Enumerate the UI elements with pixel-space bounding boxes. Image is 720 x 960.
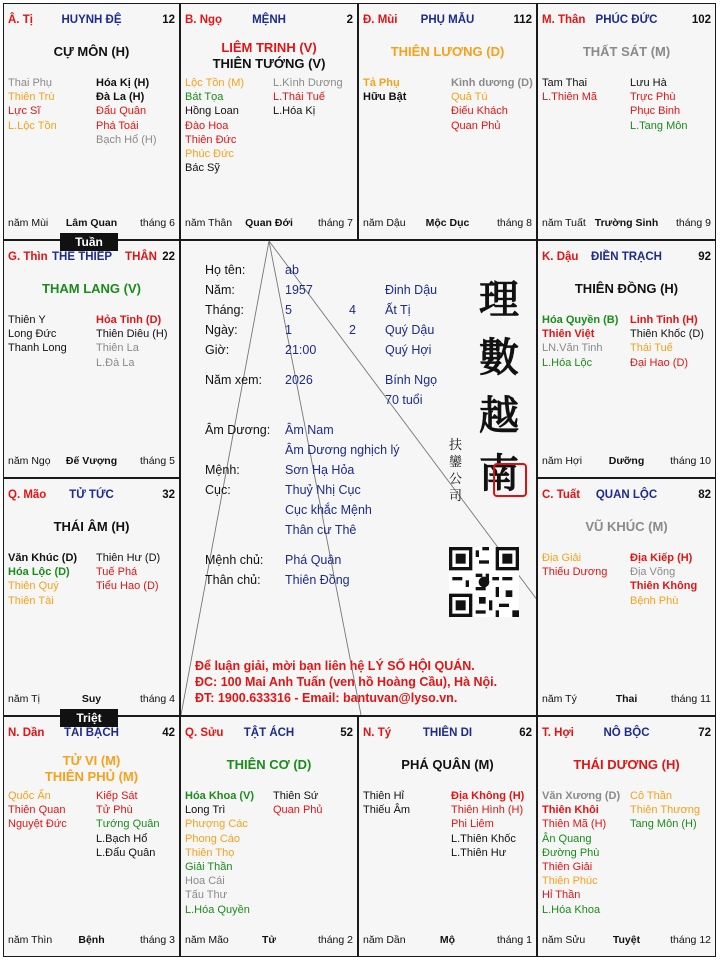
palace-number: 22 [162, 251, 175, 263]
palace-name: ĐIỀN TRẠCH [591, 251, 662, 263]
than-chu-value: Thiên Đồng [285, 573, 350, 587]
minor-star: L.Thiên Hư [451, 846, 507, 859]
age-value: 70 tuổi [385, 393, 423, 407]
star-column-right [630, 789, 700, 832]
minor-star: Hóa Quyền (B) [542, 314, 619, 326]
minor-star: Đường Phù [542, 846, 600, 859]
palace-dan[interactable] [3, 716, 180, 957]
hour-label: Giờ: [205, 343, 230, 357]
menh-chu-label: Mệnh chủ: [205, 553, 264, 567]
minor-star: Kình dương (D) [451, 77, 533, 89]
palace-number: 72 [698, 727, 711, 739]
minor-star: Long Đức [8, 328, 57, 341]
minor-star: Hóa Kị (H) [96, 77, 150, 89]
red-stamp [493, 463, 527, 497]
hour-value: 21:00 [285, 343, 317, 357]
star-column-left [8, 789, 67, 832]
minor-star: L.Kình Dương [273, 77, 343, 89]
month-label: Tháng: [205, 303, 244, 317]
minor-star: Đẩu Quân [96, 105, 147, 118]
minor-star: Tử Phù [96, 804, 133, 817]
palace-suu[interactable] [180, 716, 358, 957]
minor-star: Thai Phụ [8, 77, 53, 89]
palace-mui[interactable] [358, 3, 537, 240]
star-column-left [8, 76, 57, 133]
palace-name: NÔ BỘC [603, 727, 650, 739]
minor-star: Bác Sỹ [185, 162, 220, 175]
minor-star: Thanh Long [8, 342, 67, 355]
star-column-right [96, 76, 157, 147]
menh-label: Mệnh: [205, 463, 240, 477]
palace-name: QUAN LỘC [595, 489, 658, 501]
palace-month: tháng 12 [670, 934, 711, 946]
palace-footer [8, 217, 175, 231]
main-star: THẤT SÁT (M) [582, 44, 671, 59]
minor-star: Đào Hoa [185, 119, 229, 132]
palace-footer [8, 693, 175, 707]
cuc-note: Cục khắc Mệnh [285, 503, 372, 517]
minor-star: Cô Thần [630, 790, 672, 802]
palace-year: năm Sửu [542, 934, 586, 946]
main-star: TỬ VI (M) [62, 753, 121, 768]
minor-star: Thiếu Dương [542, 566, 608, 579]
palace-footer [542, 217, 711, 231]
palace-month: tháng 5 [139, 455, 175, 467]
palace-month: tháng 7 [317, 217, 353, 229]
palace-stage: Bệnh [78, 934, 105, 946]
minor-star: Thiên Đức [185, 133, 237, 146]
palace-year: năm Thìn [8, 934, 53, 946]
month-value: 5 [285, 303, 292, 317]
palace-thin[interactable] [3, 240, 180, 478]
palace-stage: Mộc Dục [425, 217, 470, 229]
minor-star: Nguyệt Đức [8, 818, 67, 831]
minor-star: Thiên Giải [542, 860, 593, 873]
minor-star: L.Lộc Tồn [8, 119, 57, 132]
palace-stage: Thai [615, 693, 638, 705]
contact-line-2: ĐC: 100 Mai Anh Tuấn (ven hồ Hoàng Cầu), Hà Nội. [195, 675, 498, 689]
star-column-left [185, 76, 244, 175]
minor-star: Tang Môn (H) [630, 818, 697, 831]
contact-line-3[interactable]: ĐT: 1900.633316 - Email: bantuvan@lyso.vn. [195, 691, 458, 705]
palace-branch: N. Dần [8, 727, 45, 739]
minor-star: Văn Xương (D) [542, 790, 621, 802]
palace-stage: Tuyệt [612, 934, 641, 946]
minor-star: Lưu Hà [630, 77, 667, 89]
star-column-right [630, 551, 697, 608]
palace-number: 62 [519, 727, 532, 739]
palace-branch: M. Thân [542, 14, 586, 26]
seal-char: 理 [479, 276, 519, 323]
star-column-right [451, 76, 533, 133]
main-star: THIÊN LƯƠNG (D) [390, 44, 505, 59]
palace-name: THÊ THIẾP [52, 251, 113, 263]
palace-branch: Q. Mão [8, 489, 47, 501]
minor-star: Hóa Lộc (D) [8, 566, 70, 579]
minor-star: Thiên Tài [8, 594, 54, 607]
palace-footer [363, 217, 532, 231]
minor-star: Địa Kiếp (H) [630, 552, 693, 564]
palace-branch: Đ. Mùi [363, 14, 398, 26]
palace-number: 92 [698, 251, 711, 263]
minor-star: Thiên Hình (H) [451, 804, 524, 817]
minor-star: Phong Cáo [185, 832, 241, 845]
palace-year: năm Mão [185, 934, 229, 946]
minor-star: Tam Thai [542, 77, 588, 89]
minor-star: Linh Tinh (H) [630, 314, 698, 326]
palace-month: tháng 10 [670, 455, 711, 467]
minor-star: Thiên Hư (D) [96, 552, 161, 564]
than-chu-label: Thân chủ: [205, 573, 261, 587]
palace-name: TỬ TỨC [69, 489, 114, 501]
day-value: 1 [285, 323, 292, 337]
minor-star: Thiên Sứ [273, 790, 319, 802]
palace-year: năm Tị [8, 693, 40, 705]
palace-year: năm Thân [185, 217, 233, 229]
palace-month: tháng 8 [496, 217, 532, 229]
year-can-chi: Đinh Dậu [385, 283, 438, 297]
minor-star: Thiên Diêu (H) [96, 328, 168, 341]
minor-star: Thiên Việt [542, 328, 595, 341]
palace-header [363, 14, 532, 30]
month-lunar: 4 [349, 303, 356, 317]
minor-star: Thiên Mã (H) [542, 818, 607, 831]
palace-ngo[interactable] [180, 3, 358, 240]
minor-star: L.Đẩu Quân [96, 846, 156, 859]
main-star: THÁI DƯƠNG (H) [573, 757, 680, 772]
main-star: THIÊN TƯỚNG (V) [212, 56, 326, 71]
palace-stage: Suy [81, 693, 102, 705]
minor-star: Thiên La [96, 342, 139, 355]
palace-stage: Mộ [439, 934, 456, 946]
palace-year: năm Dần [363, 934, 406, 946]
am-duong-note: Âm Dương nghịch lý [285, 443, 400, 457]
day-label: Ngày: [205, 323, 238, 337]
palace-month: tháng 3 [139, 934, 175, 946]
palace-footer [542, 455, 711, 469]
palace-header [8, 727, 175, 743]
minor-star: Quốc Ấn [8, 790, 51, 802]
palace-month: tháng 2 [317, 934, 353, 946]
star-column-right [96, 789, 160, 860]
palace-name: THIÊN DI [422, 727, 473, 739]
day-lunar: 2 [349, 323, 356, 337]
minor-star: Đại Hao (D) [630, 356, 689, 369]
star-column-left [363, 789, 410, 817]
minor-star: Thiếu Âm [363, 804, 411, 817]
palace-header [542, 251, 711, 267]
minor-star: Hỉ Thần [542, 889, 581, 902]
palace-number: 112 [513, 14, 532, 26]
main-star: LIÊM TRINH (V) [221, 40, 317, 55]
seal-char: 南 [479, 450, 519, 497]
palace-number: 2 [346, 14, 353, 26]
palace-month: tháng 4 [139, 693, 175, 705]
minor-star: Phá Toái [96, 119, 139, 132]
seal-char: 數 [479, 334, 519, 381]
minor-star: Tướng Quân [96, 818, 160, 831]
palace-branch: C. Tuất [542, 489, 581, 501]
minor-star: Hóa Khoa (V) [185, 790, 255, 802]
palace-footer [363, 934, 532, 948]
palace-branch: T. Hợi [542, 727, 574, 739]
main-star: THIÊN CƠ (D) [226, 757, 312, 772]
palace-branch: N. Tý [363, 727, 392, 739]
palace-month: tháng 11 [670, 693, 711, 705]
star-column-left [542, 551, 607, 579]
palace-year: năm Mùi [8, 217, 49, 229]
palace-year: năm Tuất [542, 217, 586, 229]
palace-header [185, 14, 353, 30]
palace-branch: Q. Sửu [185, 727, 224, 739]
palace-name: PHÚC ĐỨC [595, 14, 658, 26]
view-year-value: 2026 [285, 373, 313, 387]
year-label: Năm: [205, 283, 235, 297]
triet-tag: Triệt [60, 709, 118, 727]
am-duong-label: Âm Dương: [205, 423, 271, 437]
palace-stage: Trường Sinh [594, 217, 659, 229]
minor-star: Hỏa Tinh (D) [96, 314, 162, 326]
palace-stage: Quan Đới [245, 217, 293, 229]
star-column-left [185, 789, 254, 917]
minor-star: Văn Khúc (D) [8, 552, 78, 564]
menh-value: Sơn Hạ Hỏa [285, 463, 355, 477]
palace-name: MỆNH [252, 14, 286, 26]
palace-year: năm Tý [542, 693, 577, 705]
minor-star: Địa Giải [542, 552, 582, 564]
minor-star: Đà La (H) [96, 91, 145, 104]
am-duong-value: Âm Nam [285, 423, 334, 437]
star-column-right [273, 76, 343, 119]
minor-star: Thiên Không [630, 580, 698, 593]
palace-footer [8, 934, 175, 948]
star-column-left [363, 76, 406, 104]
minor-star: L.Tang Môn [630, 119, 688, 132]
minor-star: Hồng Loan [185, 105, 239, 118]
star-column-left [8, 313, 67, 356]
star-column-right [630, 76, 687, 133]
main-star: THAM LANG (V) [42, 281, 141, 296]
main-star: THIÊN PHỦ (M) [44, 769, 139, 784]
palace-ty2[interactable] [358, 716, 537, 957]
palace-footer [542, 693, 711, 707]
day-can-chi: Quý Dậu [385, 323, 435, 337]
minor-star: L.Thiên Khốc [451, 832, 516, 845]
seal-char: 越 [479, 392, 519, 439]
minor-star: Thiên Khốc (D) [630, 328, 704, 341]
palace-year: năm Dậu [363, 217, 406, 229]
star-column-right [96, 313, 168, 370]
main-star: THÁI ÂM (H) [53, 519, 130, 534]
star-column-left [542, 76, 597, 104]
qr-code[interactable] [449, 547, 519, 617]
palace-hoi[interactable] [537, 716, 716, 957]
minor-star: Lực Sĩ [8, 105, 41, 118]
minor-star: Hoa Cái [185, 875, 225, 888]
minor-star: Phượng Các [185, 818, 248, 831]
palace-tuat[interactable] [537, 478, 716, 716]
palace-branch: K. Dậu [542, 251, 579, 263]
minor-star: Ân Quang [542, 832, 592, 845]
minor-star: Thiên Thọ [185, 846, 235, 859]
main-star: THIÊN ĐỒNG (H) [574, 281, 679, 296]
cuc-value: Thuỷ Nhị Cục [285, 483, 361, 497]
than-marker: THÂN [125, 251, 157, 263]
center-info-panel [180, 240, 537, 716]
palace-name: TẬT ÁCH [243, 727, 295, 739]
palace-name: TÀI BẠCH [64, 727, 119, 739]
palace-header [185, 727, 353, 743]
main-star: VŨ KHÚC (M) [585, 519, 668, 534]
minor-star: Bệnh Phù [630, 594, 679, 607]
palace-header [363, 727, 532, 743]
palace-year: năm Ngọ [8, 455, 51, 467]
minor-star: Quan Phủ [451, 119, 501, 132]
minor-star: Thiên Phúc [542, 875, 598, 888]
menh-chu-value: Phá Quân [285, 553, 342, 567]
minor-star: Tiểu Hao (D) [96, 580, 159, 593]
tuan-tag: Tuần [60, 233, 118, 251]
palace-footer [185, 217, 353, 231]
year-value: 1957 [285, 283, 313, 297]
minor-star: Tấu Thư [185, 889, 228, 902]
hour-can-chi: Quý Hợi [385, 343, 432, 357]
minor-star: Trực Phù [630, 91, 676, 104]
minor-star: Thiên Quý [8, 580, 59, 593]
star-column-right [451, 789, 524, 860]
palace-number: 12 [162, 14, 175, 26]
minor-star: Thiên Quan [8, 804, 66, 817]
palace-than[interactable] [537, 3, 716, 240]
palace-mao[interactable] [3, 478, 180, 716]
palace-number: 52 [340, 727, 353, 739]
palace-header [8, 251, 175, 267]
palace-month: tháng 1 [496, 934, 532, 946]
minor-star: Giải Thần [185, 860, 233, 873]
star-column-left [8, 551, 77, 608]
star-column-left [542, 313, 618, 370]
minor-star: Điếu Khách [451, 105, 508, 118]
seal-small-text: 扶 鑾 公 司 [449, 438, 463, 504]
than-cu-note: Thân cư Thê [285, 523, 357, 537]
minor-star: Phi Liêm [451, 818, 494, 831]
palace-footer [542, 934, 711, 948]
minor-star: Tả Phụ [363, 77, 400, 89]
minor-star: Địa Võng [630, 566, 676, 579]
palace-footer [8, 455, 175, 469]
minor-star: Quan Phủ [273, 804, 323, 817]
minor-star: L.Hóa Quyền [185, 903, 250, 916]
minor-star: Tuế Phá [96, 566, 138, 579]
minor-star: L.Thái Tuế [273, 91, 325, 104]
main-star: CỰ MÔN (H) [53, 44, 130, 59]
month-can-chi: Ất Tị [385, 303, 411, 317]
minor-star: Quả Tú [451, 91, 488, 104]
palace-month: tháng 9 [675, 217, 711, 229]
minor-star: L.Thiên Mã [542, 91, 598, 104]
palace-name: PHỤ MẪU [420, 14, 475, 26]
view-year-label: Năm xem: [205, 373, 262, 387]
minor-star: Bạch Hổ (H) [96, 133, 157, 146]
minor-star: L.Hóa Khoa [542, 903, 601, 916]
name-value: ab [285, 263, 299, 277]
name-label: Họ tên: [205, 263, 246, 277]
minor-star: L.Bạch Hổ [96, 832, 148, 845]
contact-line-1: Để luận giải, mời bạn liên hệ LÝ SỐ HỘI QUÁN. [195, 659, 475, 673]
palace-month: tháng 6 [139, 217, 175, 229]
palace-number: 102 [691, 14, 711, 26]
palace-branch: B. Ngọ [185, 14, 223, 26]
minor-star: Long Trì [185, 804, 226, 817]
minor-star: Bát Tọa [185, 91, 224, 104]
star-column-right [96, 551, 160, 594]
minor-star: Thiên Trù [8, 91, 55, 104]
palace-footer [185, 934, 353, 948]
palace-header [542, 489, 711, 505]
minor-star: L.Hóa Lộc [542, 356, 593, 369]
palace-stage: Lâm Quan [65, 217, 118, 229]
minor-star: L.Đà La [96, 356, 135, 369]
minor-star: Địa Không (H) [451, 790, 525, 802]
palace-header [542, 14, 711, 30]
minor-star: Thiên Thương [630, 804, 701, 817]
minor-star: Lộc Tồn (M) [185, 77, 245, 89]
minor-star: Thiên Y [8, 314, 46, 326]
palace-number: 42 [162, 727, 175, 739]
minor-star: L.Hóa Kị [273, 105, 316, 118]
palace-name: HUYNH ĐỆ [61, 14, 122, 26]
palace-number: 82 [698, 489, 711, 501]
minor-star: Hữu Bật [363, 91, 407, 104]
palace-branch: Â. Tị [8, 14, 33, 26]
palace-number: 32 [162, 489, 175, 501]
palace-stage: Đế Vượng [65, 455, 118, 467]
cuc-label: Cục: [205, 483, 231, 497]
minor-star: Kiếp Sát [96, 790, 138, 802]
minor-star: Thiên Hỉ [363, 790, 404, 802]
star-column-right [630, 313, 704, 370]
minor-star: LN.Văn Tinh [542, 342, 603, 355]
minor-star: Thiên Khôi [542, 804, 599, 817]
main-star: PHÁ QUÂN (M) [401, 757, 494, 772]
palace-branch: G. Thìn [8, 251, 48, 263]
palace-dau[interactable] [537, 240, 716, 478]
palace-stage: Tử [261, 934, 277, 946]
minor-star: Phúc Đức [185, 147, 234, 160]
star-column-left [542, 789, 620, 917]
palace-header [542, 727, 711, 743]
palace-header [8, 489, 175, 505]
palace-header [8, 14, 175, 30]
palace-stage: Dưỡng [608, 455, 645, 467]
star-column-right [273, 789, 323, 817]
palace-ty[interactable] [3, 3, 180, 240]
palace-year: năm Hợi [542, 455, 583, 467]
minor-star: Phục Binh [630, 105, 681, 118]
minor-star: Thái Tuế [630, 342, 673, 355]
view-year-can-chi: Bính Ngọ [385, 373, 438, 387]
